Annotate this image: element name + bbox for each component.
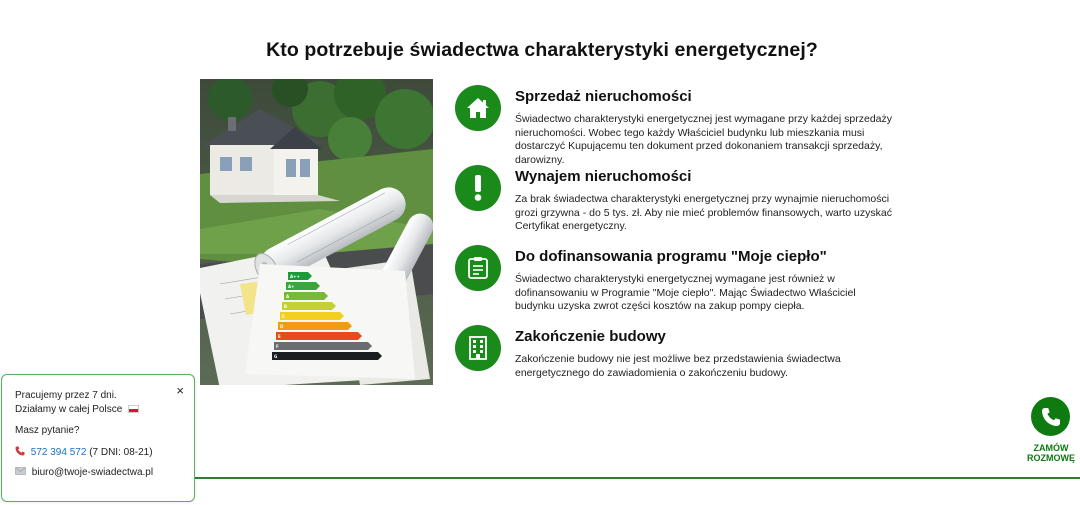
feature-title: Zakończenie budowy [515, 328, 666, 345]
hero-image [200, 79, 433, 385]
coverage-label: Działamy w całej Polsce [15, 404, 123, 415]
svg-text:A: A [286, 294, 290, 299]
feature-title: Sprzedaż nieruchomości [515, 88, 692, 105]
call-button[interactable] [1031, 397, 1070, 436]
svg-text:F: F [276, 344, 279, 349]
envelope-icon [15, 467, 26, 475]
phone-link[interactable]: 572 394 572 [30, 447, 87, 458]
svg-text:B: B [284, 304, 288, 309]
feature-text: Za brak świadectwa charakterystyki energetycznej przy wynajmie nieruchomości grozi grzywna - do 5 tys. zł. Aby nie mieć problemów finansowych, warto uzyskać Certyfikat energetyczny. [515, 193, 892, 232]
contact-widget [1, 374, 195, 502]
section-title: Kto potrzebuje świadectwa charakterystyki energetycznej? [266, 39, 818, 61]
phone-row [15, 446, 153, 458]
section-divider [195, 477, 1080, 479]
building-icon [455, 325, 501, 371]
phone-icon [1041, 407, 1061, 427]
poland-flag-icon [128, 405, 139, 413]
close-icon[interactable]: × [176, 383, 184, 398]
house-icon [455, 85, 501, 131]
svg-text:A++: A++ [290, 274, 300, 279]
call-label-line1: ZAMÓW [1033, 443, 1069, 453]
question-text: Masz pytanie? [15, 425, 80, 436]
call-label-line2: ROZMOWĘ [1027, 453, 1075, 463]
feature-text: Świadectwo charakterystyki energetycznej jest wymagane przy każdej sprzedaży nieruchomości. Wobec tego każdy Właściciel budynku lub mieszkania musi dostarczyć Kupującemu ten dokument przed dokonaniem transakcji sprzedaży, darowizny. [515, 113, 893, 166]
feature-text: Świadectwo charakterystyki energetycznej wymagane jest również w dofinansowaniu w Programie "Moje ciepło". Mając Świadectwo Właściciel budynku uzyska zwrot części kosztów na zakup pompy ciepła. [515, 273, 856, 312]
working-days-text: Pracujemy przez 7 dni. [15, 390, 117, 401]
exclamation-icon [455, 165, 501, 211]
call-button-label[interactable] [1020, 443, 1080, 463]
phone-icon [15, 446, 25, 456]
svg-text:G: G [274, 354, 278, 359]
feature-text: Zakończenie budowy nie jest możliwe bez przedstawienia świadectwa energetycznego do zawiadomienia o zakończeniu budowy. [515, 353, 841, 379]
clipboard-icon [455, 245, 501, 291]
email-row [15, 467, 153, 478]
feature-title: Do dofinansowania programu "Moje ciepło" [515, 248, 827, 265]
phone-hours: (7 DNI: 08-21) [89, 447, 153, 458]
coverage-text [15, 404, 139, 415]
feature-title: Wynajem nieruchomości [515, 168, 692, 185]
svg-text:D: D [280, 324, 284, 329]
svg-text:A+: A+ [288, 284, 295, 289]
svg-text:C: C [282, 314, 285, 319]
email-link[interactable]: biuro@twoje-swiadectwa.pl [31, 467, 154, 478]
svg-text:E: E [278, 334, 281, 339]
